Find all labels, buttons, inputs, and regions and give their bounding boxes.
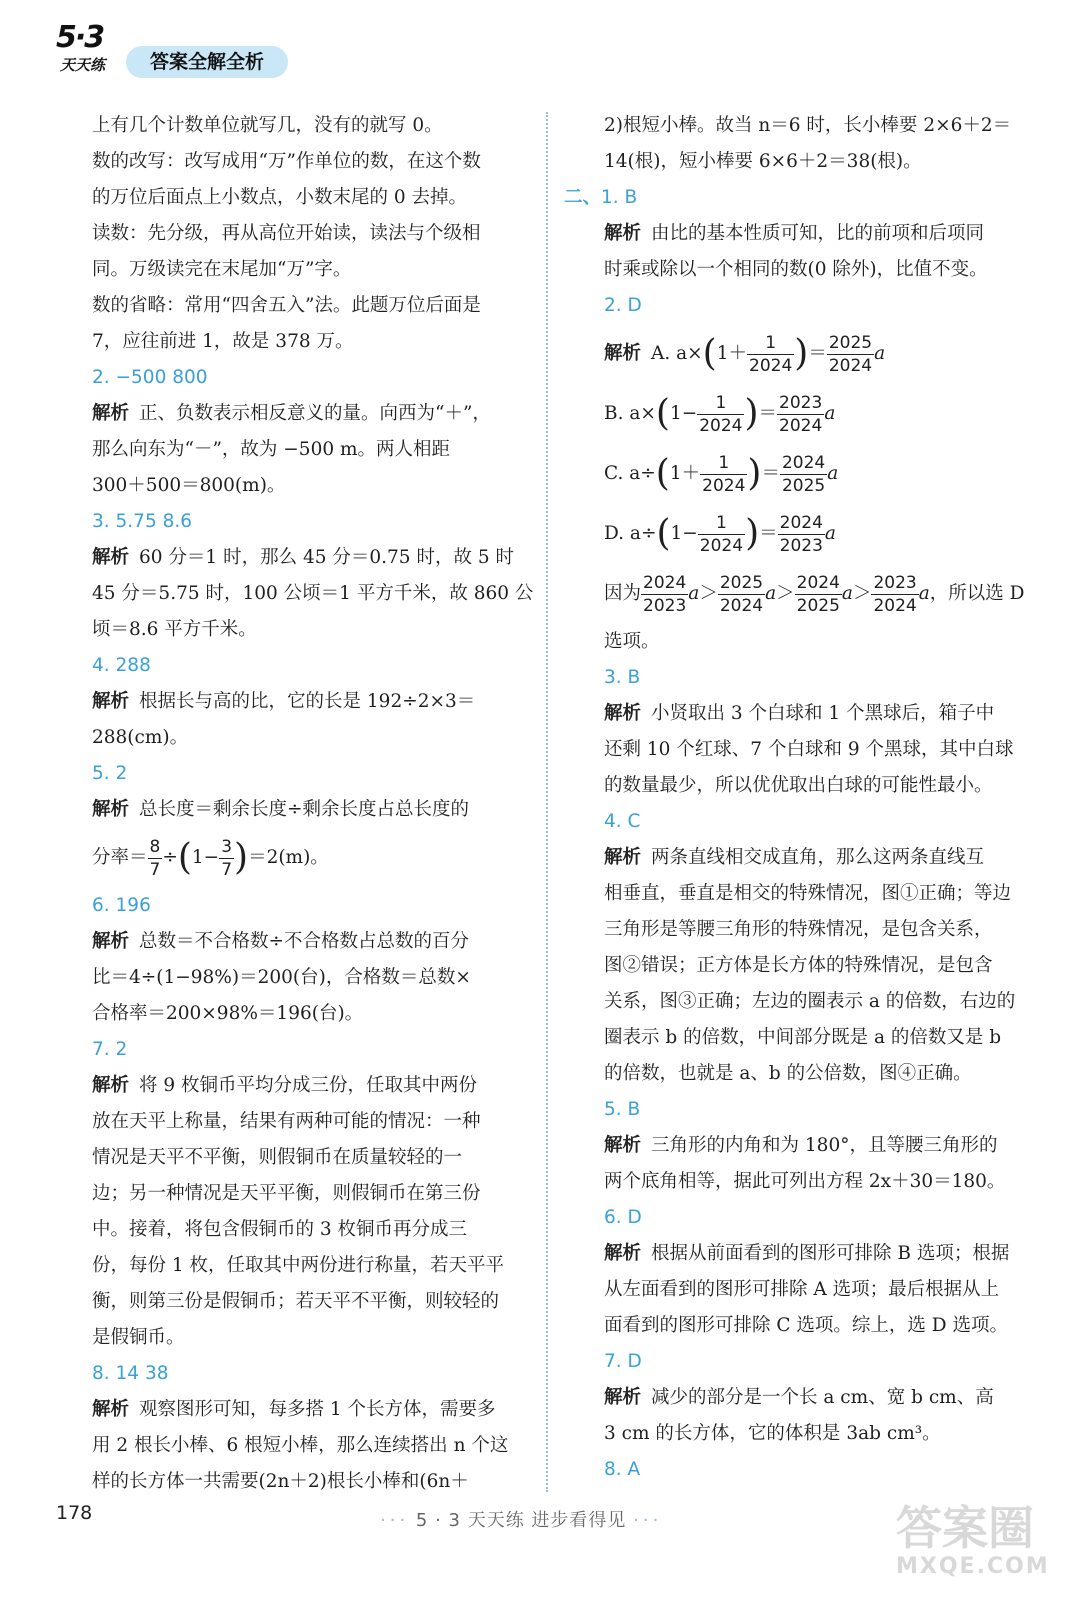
text-line: 那么向东为“－”，故为 −500 m。两人相距 [92, 439, 451, 460]
footer-text: 5 · 3 天天练 进步看得见 [415, 1510, 627, 1531]
text-line: 288(cm)。 [92, 727, 189, 748]
analysis-label: 解析 [604, 1387, 642, 1408]
footer-dots: ··· [633, 1510, 663, 1531]
text-line: 时乘或除以一个相同的数(0 除外)，比值不变。 [604, 259, 988, 280]
answer-2-1: 二、1. B [564, 187, 638, 208]
text-line: 放在天平上称量，结果有两种可能的情况：一种 [92, 1111, 481, 1132]
analysis-line: 解析 小贤取出 3 个白球和 1 个黑球后，箱子中 [604, 703, 995, 724]
text-line: 数的省略：常用“四舍五入”法。此题万位后面是 [92, 295, 481, 316]
text-line: 上有几个计数单位就写几，没有的就写 0。 [92, 115, 443, 136]
text-line: 面看到的图形可排除 C 选项。综上，选 D 选项。 [604, 1315, 1009, 1336]
header-title: 答案全解全析 [126, 46, 288, 78]
answer-3: 3. 5.75 8.6 [92, 511, 193, 532]
analysis-label: 解析 [92, 691, 130, 712]
text-line: 圈表示 b 的倍数，中间部分既是 a 的倍数又是 b [604, 1027, 1002, 1048]
option-b-formula: B. a×(1− $\frac{1}{2024}$ )＝ $\frac{2023}{2024}$ a [604, 392, 836, 436]
text-line: 份，每份 1 枚，任取其中两份进行称量，若天平平 [92, 1255, 505, 1276]
analysis-8-line: 解析 观察图形可知，每多搭 1 个长方体，需要多 [92, 1399, 496, 1420]
text-line: 相垂直，垂直是相交的特殊情况，图①正确；等边 [604, 883, 1012, 904]
text-line: 读数：先分级，再从高位开始读，读法与个级相 [92, 223, 481, 244]
text-line: 的数量最少，所以优优取出白球的可能性最小。 [604, 775, 993, 796]
analysis-label: 解析 [92, 931, 130, 952]
text-line: 边；另一种情况是天平平衡，则假铜币在第三份 [92, 1183, 481, 1204]
logo-main-text: 5·3 [56, 20, 104, 55]
column-divider [546, 112, 548, 1492]
brand-logo [50, 18, 120, 82]
text-line: 数的改写：改写成用“万”作单位的数，在这个数 [92, 151, 481, 172]
text-line: 合格率＝200×98%＝196(台)。 [92, 1003, 364, 1024]
formula-line: 分率＝ $\frac{8}{7}$ ÷(1− $\frac{3}{7}$ )＝2(m)。 [92, 836, 329, 880]
option-d-formula: D. a÷(1− $\frac{1}{2024}$ )＝ $\frac{2024}{2023}$ a [604, 512, 836, 556]
option-c-formula: C. a÷(1＋ $\frac{1}{2024}$ )＝ $\frac{2024}{2025}$ a [604, 452, 839, 496]
text-line: 300＋500＝800(m)。 [92, 475, 286, 496]
text-line: 从左面看到的图形可排除 A 选项；最后根据从上 [604, 1279, 1000, 1300]
text-line: 关系，图③正确；左边的圈表示 a 的倍数，右边的 [604, 991, 1016, 1012]
text-line: 两个底角相等，据此可列出方程 2x＋30＝180。 [604, 1171, 1006, 1192]
footer-dots: ··· [380, 1510, 410, 1531]
analysis-label: 解析 [92, 547, 130, 568]
answer-2-8: 8. A [604, 1459, 641, 1480]
text-line: 的倍数，也就是 a、b 的公倍数，图④正确。 [604, 1063, 972, 1084]
text-line: 情况是天平不平衡，则假铜币在质量较轻的一 [92, 1147, 463, 1168]
analysis-2-line: 解析 正、负数表示相反意义的量。向西为“＋”， [92, 403, 491, 424]
text-line: 衡，则第三份是假铜币；若天平不平衡，则较轻的 [92, 1291, 500, 1312]
fraction: $\frac{8}{7}$ [149, 836, 161, 880]
page-number: 178 [56, 1502, 93, 1524]
text-line: 用 2 根长小棒、6 根短小棒，那么连续搭出 n 个这 [92, 1435, 509, 1456]
fraction: $\frac{3}{7}$ [221, 836, 233, 880]
analysis-line: 解析 两条直线相交成直角，那么这两条直线互 [604, 847, 985, 868]
text-line: 2)根短小棒。故当 n＝6 时，长小棒要 2×6＋2＝ [604, 115, 1012, 136]
section-label: 二、 [564, 187, 602, 208]
analysis-label: 解析 [604, 1135, 642, 1156]
right-column [564, 108, 1050, 1488]
text-line: 3 cm 的长方体，它的体积是 3ab cm³。 [604, 1423, 941, 1444]
analysis-line: 解析 根据从前面看到的图形可排除 B 选项；根据 [604, 1243, 1010, 1264]
analysis-label: 解析 [604, 343, 642, 364]
analysis-7-line: 解析 将 9 枚铜币平均分成三份，任取其中两份 [92, 1075, 478, 1096]
answer-8: 8. 14 38 [92, 1363, 169, 1384]
text-line: 14(根)，短小棒要 6×6＋2＝38(根)。 [604, 151, 922, 172]
text-line: 还剩 10 个红球、7 个白球和 9 个黑球，其中白球 [604, 739, 1014, 760]
analysis-line: 解析 三角形的内角和为 180°，且等腰三角形的 [604, 1135, 998, 1156]
analysis-label: 解析 [604, 223, 642, 244]
text-line: 图②错误；正方体是长方体的特殊情况，是包含 [604, 955, 993, 976]
answer-2-2: 2. D [604, 295, 642, 316]
analysis-line: 解析 减少的部分是一个长 a cm、宽 b cm、高 [604, 1387, 994, 1408]
answer-7: 7. 2 [92, 1039, 128, 1060]
analysis-4-line: 解析 根据长与高的比，它的长是 192÷2×3＝ [92, 691, 476, 712]
text-line: 7，应往前进 1，故是 378 万。 [92, 331, 354, 352]
answer-2-7: 7. D [604, 1351, 642, 1372]
text-line: 同。万级读完在末尾加“万”字。 [92, 259, 352, 280]
analysis-line: 解析 由比的基本性质可知，比的前项和后项同 [604, 223, 985, 244]
text-line: 顷＝8.6 平方千米。 [92, 619, 257, 640]
analysis-label: 解析 [604, 703, 642, 724]
answer-5: 5. 2 [92, 763, 128, 784]
option-a-formula: 解析 A. a×(1＋ $\frac{1}{2024}$ )＝ $\frac{2025}{2024}$ a [604, 332, 886, 376]
analysis-label: 解析 [92, 799, 130, 820]
watermark-url: MXQE.COM [896, 1554, 1050, 1579]
watermark-logo: 答案圈 [896, 1501, 1034, 1555]
analysis-label: 解析 [92, 403, 130, 424]
text-line: 中。接着，将包含假铜币的 3 枚铜币再分成三 [92, 1219, 468, 1240]
analysis-6-line: 解析 总数＝不合格数÷不合格数占总数的百分 [92, 931, 470, 952]
analysis-label: 解析 [92, 1075, 130, 1096]
analysis-label: 解析 [604, 847, 642, 868]
logo-sub-text: 天天练 [60, 56, 106, 74]
analysis-label: 解析 [604, 1243, 642, 1264]
watermark [896, 1502, 1058, 1590]
answer-2-3: 3. B [604, 667, 641, 688]
text-line: 是假铜币。 [92, 1327, 185, 1348]
text-line: 样的长方体一共需要(2n＋2)根长小棒和(6n＋ [92, 1471, 469, 1492]
answer-2-6: 6. D [604, 1207, 642, 1228]
answer-4: 4. 288 [92, 655, 151, 676]
text-line: 选项。 [604, 631, 660, 652]
text-line: 比＝4÷(1−98%)＝200(台)，合格数＝总数× [92, 967, 471, 988]
text-line: 三角形是等腰三角形的特殊情况，是包含关系， [604, 919, 993, 940]
answer-2-5: 5. B [604, 1099, 641, 1120]
analysis-label: 解析 [92, 1399, 130, 1420]
answer-2: 2. −500 800 [92, 367, 208, 388]
text-line: 的万位后面点上小数点，小数末尾的 0 去掉。 [92, 187, 468, 208]
footer-slogan [380, 1506, 662, 1532]
analysis-3-line: 解析 60 分＝1 时，那么 45 分＝0.75 时，故 5 时 [92, 547, 514, 568]
comparison-line: 因为 $\frac{2024}{2023}$ a＞ $\frac{2025}{2024}$ a＞ $\frac{2024}{2025}$ a＞ $\frac{2023}{2024}$ a，所以选 D [604, 572, 1025, 616]
answer-6: 6. 196 [92, 895, 151, 916]
analysis-5-line: 解析 总长度＝剩余长度÷剩余长度占总长度的 [92, 799, 470, 820]
left-column [92, 108, 537, 1500]
text-line: 45 分＝5.75 时，100 公顷＝1 平方千米，故 860 公 [92, 583, 534, 604]
answer-2-4: 4. C [604, 811, 641, 832]
